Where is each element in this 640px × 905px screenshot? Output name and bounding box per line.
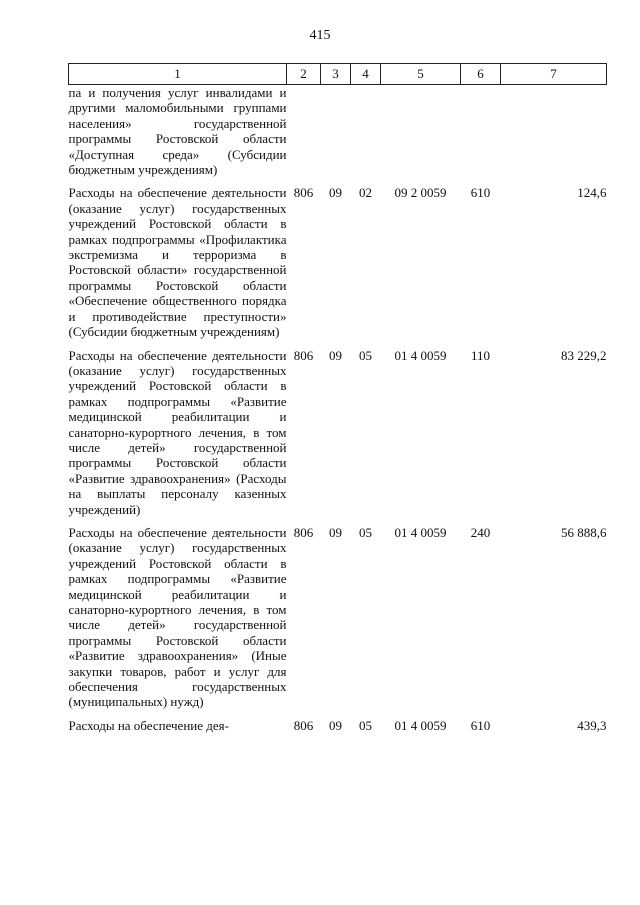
row-description: па и получения услуг инвалидами и другими маломобильными группами населения» государственной программы Ростовской области «Доступная среда» (Субсидии бюджетным учреждениям) bbox=[68, 85, 287, 178]
column-header-1: 1 bbox=[69, 64, 287, 85]
row-amount: 83 229,2 bbox=[561, 347, 607, 363]
row-subsection-code: 05 bbox=[359, 717, 372, 733]
row-section-code: 09 bbox=[329, 524, 342, 540]
table-row bbox=[69, 517, 607, 710]
row-target-code: 01 4 0059 bbox=[394, 717, 447, 733]
row-description: Расходы на обеспечение деятельности (оказание услуг) государственных учреждений Ростовской области в рамках подпрограммы «Профилактика экстремизма и терроризма в Ростовской области» государственной программы Ростовской области «Обеспечение общественного порядка и противодействие преступности» (Субсидии бюджетным учреждениям) bbox=[68, 185, 287, 340]
row-ministry-code: 806 bbox=[293, 347, 314, 363]
table-row bbox=[69, 177, 607, 339]
row-expense-type-code bbox=[461, 85, 501, 178]
row-subsection-code bbox=[351, 85, 381, 178]
row-section-code bbox=[321, 85, 351, 178]
row-amount: 56 888,6 bbox=[561, 524, 607, 540]
row-expense-type-code: 240 bbox=[470, 524, 491, 540]
row-target-code: 01 4 0059 bbox=[394, 347, 447, 363]
column-number-header-row bbox=[69, 64, 607, 85]
row-ministry-code: 806 bbox=[293, 524, 314, 540]
row-subsection-code: 05 bbox=[359, 524, 372, 540]
row-description: Расходы на обеспечение деятельности (оказание услуг) государственных учреждений Ростовской области в рамках подпрограммы «Развитие медицинской реабилитации и санаторно-курортного лечения, в том числе детей» государственной программы Ростовской области «Развитие здравоохранения» (Иные закупки товаров, работ и услуг для обеспечения государственных (муниципальных) нужд) bbox=[68, 524, 287, 710]
row-description: Расходы на обеспечение деятельности (оказание услуг) государственных учреждений Ростовской области в рамках подпрограммы «Развитие медицинской реабилитации и санаторно-курортного лечения, в том числе детей» государственной программы Ростовской области «Развитие здравоохранения» (Расходы на выплаты персоналу казенных учреждений) bbox=[68, 347, 287, 517]
column-header-4: 4 bbox=[351, 64, 381, 85]
row-subsection-code: 05 bbox=[359, 347, 372, 363]
page-number: 415 bbox=[309, 28, 331, 43]
row-section-code: 09 bbox=[329, 347, 342, 363]
budget-table bbox=[68, 63, 607, 733]
table-row bbox=[69, 710, 607, 733]
column-header-7: 7 bbox=[501, 64, 607, 85]
row-expense-type-code: 610 bbox=[470, 185, 491, 201]
row-amount bbox=[501, 85, 607, 178]
row-target-code bbox=[381, 85, 461, 178]
column-header-3: 3 bbox=[321, 64, 351, 85]
row-ministry-code bbox=[287, 85, 321, 178]
row-description: Расходы на обеспечение дея- bbox=[68, 717, 229, 733]
row-target-code: 09 2 0059 bbox=[394, 185, 447, 201]
row-expense-type-code: 110 bbox=[470, 347, 491, 363]
row-section-code: 09 bbox=[329, 185, 342, 201]
table-row bbox=[69, 340, 607, 517]
row-amount: 439,3 bbox=[577, 717, 607, 733]
row-expense-type-code: 610 bbox=[470, 717, 491, 733]
column-header-2: 2 bbox=[287, 64, 321, 85]
column-header-5: 5 bbox=[381, 64, 461, 85]
row-subsection-code: 02 bbox=[359, 185, 372, 201]
row-section-code: 09 bbox=[329, 717, 342, 733]
column-header-6: 6 bbox=[461, 64, 501, 85]
row-amount: 124,6 bbox=[577, 185, 607, 201]
row-target-code: 01 4 0059 bbox=[394, 524, 447, 540]
row-ministry-code: 806 bbox=[293, 185, 314, 201]
table-row bbox=[69, 85, 607, 178]
row-ministry-code: 806 bbox=[293, 717, 314, 733]
